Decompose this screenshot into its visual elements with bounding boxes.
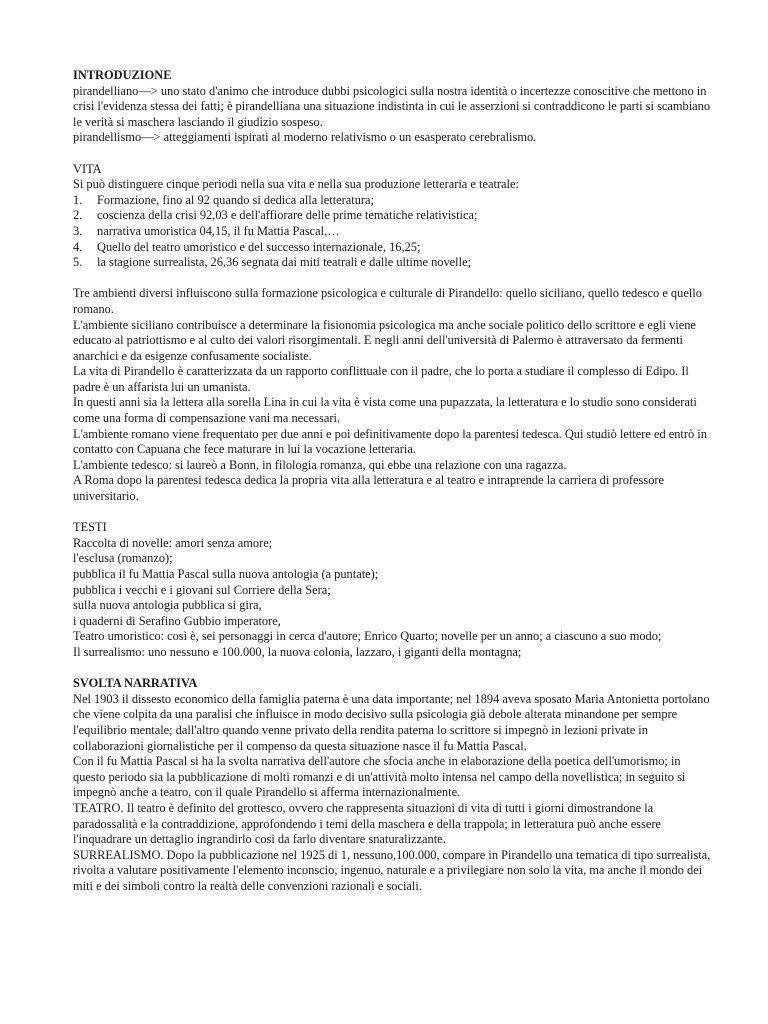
paragraph: A Roma dopo la parentesi tedesca dedica la propria vita alla letteratura e al teatro e intraprende la carriera di professore universitario. [73, 473, 665, 504]
heading-vita: VITA [73, 161, 102, 176]
list-number: 2. [73, 208, 83, 223]
list-number: 1. [73, 192, 83, 207]
list-text: la stagione surrealista, 26,36 segnata dai miti teatrali e dalle ultime novelle; [97, 255, 472, 270]
list-text: Formazione, fino al 92 quando si dedica alla letteratura; [97, 192, 374, 207]
text-line: pubblica il fu Mattia Pascal sulla nuova antologia (a puntate); [73, 567, 379, 581]
list-item [73, 208, 713, 224]
paragraph: SURREALISMO. Dopo la pubblicazione nel 1925 di 1, nessuno,100.000, compare in Pirandello una tematica di tipo surrealista, rivolta a valutare positivamente l'elemento inconscio, ingenuo, naturale e a privilegiare non solo la vita, ma anche il mondo dei miti e dei simboli contro la realtà delle convenzioni razionali e sociali. [73, 847, 711, 893]
paragraph: Con il fu Mattia Pascal si ha la svolta narrativa dell'autore che sfocia anche in elaborazione della poetica dell'umorismo; in questo periodo sia la pubblicazione di molti romanzi e di un'attività molto intensa nel campo della novellistica; in seguito si impegnò anche a teatro, con il quale Pirandello si afferma internazionalmente. [73, 754, 686, 800]
list-item [73, 255, 713, 271]
text-line: pubblica i vecchi e i giovani sul Corriere della Sera; [73, 582, 331, 597]
heading-testi: TESTI [73, 520, 107, 535]
list-number: 4. [73, 239, 83, 254]
text-line: Teatro umoristico: così è, sei personaggi in cerca d'autore; Enrico Quarto; novelle per un anno; a ciascuno a suo modo; [73, 629, 662, 644]
list-text: coscienza della crisi 92,03 e dell'affiorare delle prime tematiche relativistica; [97, 208, 478, 223]
text-line: sulla nuova antologia pubblica si gira, [73, 598, 262, 613]
list-item [73, 224, 713, 240]
section-svolta-narrativa [73, 676, 713, 894]
paragraph: L'ambiente siciliano contribuisce a determinare la fisionomia psicologica ma anche sociale politico dello scrittore e egli viene educato al patriottismo e al culto dei valori risorgimentali. E negli anni dell'università di Palermo è attraversato da fermenti anarchici e da esigenze confusamente socialiste. [73, 317, 696, 363]
spacer [73, 505, 713, 521]
list-text: narrativa umoristica 04,15, il fu Mattia Pascal,… [97, 223, 340, 238]
paragraph: In questi anni sia la lettera alla sorella Lina in cui la vita è vista come una pupazzata, la letteratura e lo studio sono considerati come una forma di compensazione vani ma necessari. [73, 395, 697, 426]
paragraph: L'ambiente romano viene frequentato per due anni e poi definitivamente dopo la parentesi tedesca. Qui studiò lettere ed entrò in contatto con Capuana che fece maturare in lui la vocazione letteraria. [73, 426, 707, 457]
text-line: Il surrealismo: uno nessuno e 100.000, la nuova colonia, lazzaro, i giganti della montagna; [73, 644, 522, 659]
paragraph: Nel 1903 il dissesto economico della famiglia paterna è una data importante; nel 1894 aveva sposato Maria Antonietta portolano che viene colpita da una paralisi che influisce in modo decisivo sulla psicologia già debole alterata minandone per sempre l'equilibrio mentale; dall'altro quando venne privato della rendita paterna lo scrittore si impegnò in lezioni private in collaborazioni giornalistiche per il compenso da questa situazione nasce il fu Mattia Pascal. [73, 691, 710, 753]
paragraph: TEATRO. Il teatro è definito del grottesco, ovvero che rappresenta situazioni di vita di tutti i giorni dimostrandone la paradossalità e la contraddizione, approfondendo i temi della maschera e della trappola; in letteratura può anche essere l'inquadrare un dettaglio ingrandirlo così da farlo diventare snaturalizzante. [73, 800, 661, 847]
section-testi [73, 520, 713, 660]
list-text: Quello del teatro umoristico e del successo internazionale, 16,25; [97, 239, 421, 254]
paragraph: La vita di Pirandello è caratterizzata da un rapporto conflittuale con il padre, che lo porta a studiare il complesso di Edipo. Il padre è un affarista lui un umanista. [73, 364, 689, 394]
heading-svolta-narrativa: SVOLTA NARRATIVA [73, 676, 198, 691]
heading-introduzione: INTRODUZIONE [73, 68, 172, 82]
paragraph-vita-intro: Si può distinguere cinque periodi nella sua vita e nella sua produzione letteraria e teatrale: [73, 177, 519, 192]
list-number: 5. [73, 255, 83, 270]
periods-list [73, 193, 713, 271]
paragraph: Tre ambienti diversi influiscono sulla formazione psicologica e culturale di Pirandello: quello siciliano, quello tedesco e quello romano. [73, 286, 702, 316]
section-vita [73, 162, 713, 505]
text-line: i quaderni di Serafino Gubbio imperatore, [73, 613, 281, 628]
spacer [73, 271, 713, 287]
document-page [73, 68, 713, 894]
paragraph-pirandelliano: pirandelliano—> uno stato d'animo che introduce dubbi psicologici sulla nostra identità o incertezze conoscitive che mettono in crisi l'evidenza stessa dei fatti; è pirandelliana una situazione indistinta in cui le asserzioni si contraddicono le parti si scambiano le verità si maschera lasciando il giudizio sospeso. [73, 83, 711, 129]
spacer [73, 661, 713, 677]
list-item [73, 240, 713, 256]
list-number: 3. [73, 223, 83, 238]
section-introduzione [73, 68, 713, 146]
paragraph-pirandellismo: pirandellismo—> atteggiamenti ispirati al moderno relativismo o un esasperato cerebralismo. [73, 130, 537, 145]
list-item [73, 193, 713, 209]
spacer [73, 146, 713, 162]
text-line: l'esclusa (romanzo); [73, 551, 173, 566]
text-line: Raccolta di novelle: amori senza amore; [73, 535, 273, 550]
paragraph: L'ambiente tedesco: si laureò a Bonn, in filologia romanza, qui ebbe una relazione con una ragazza. [73, 457, 567, 472]
